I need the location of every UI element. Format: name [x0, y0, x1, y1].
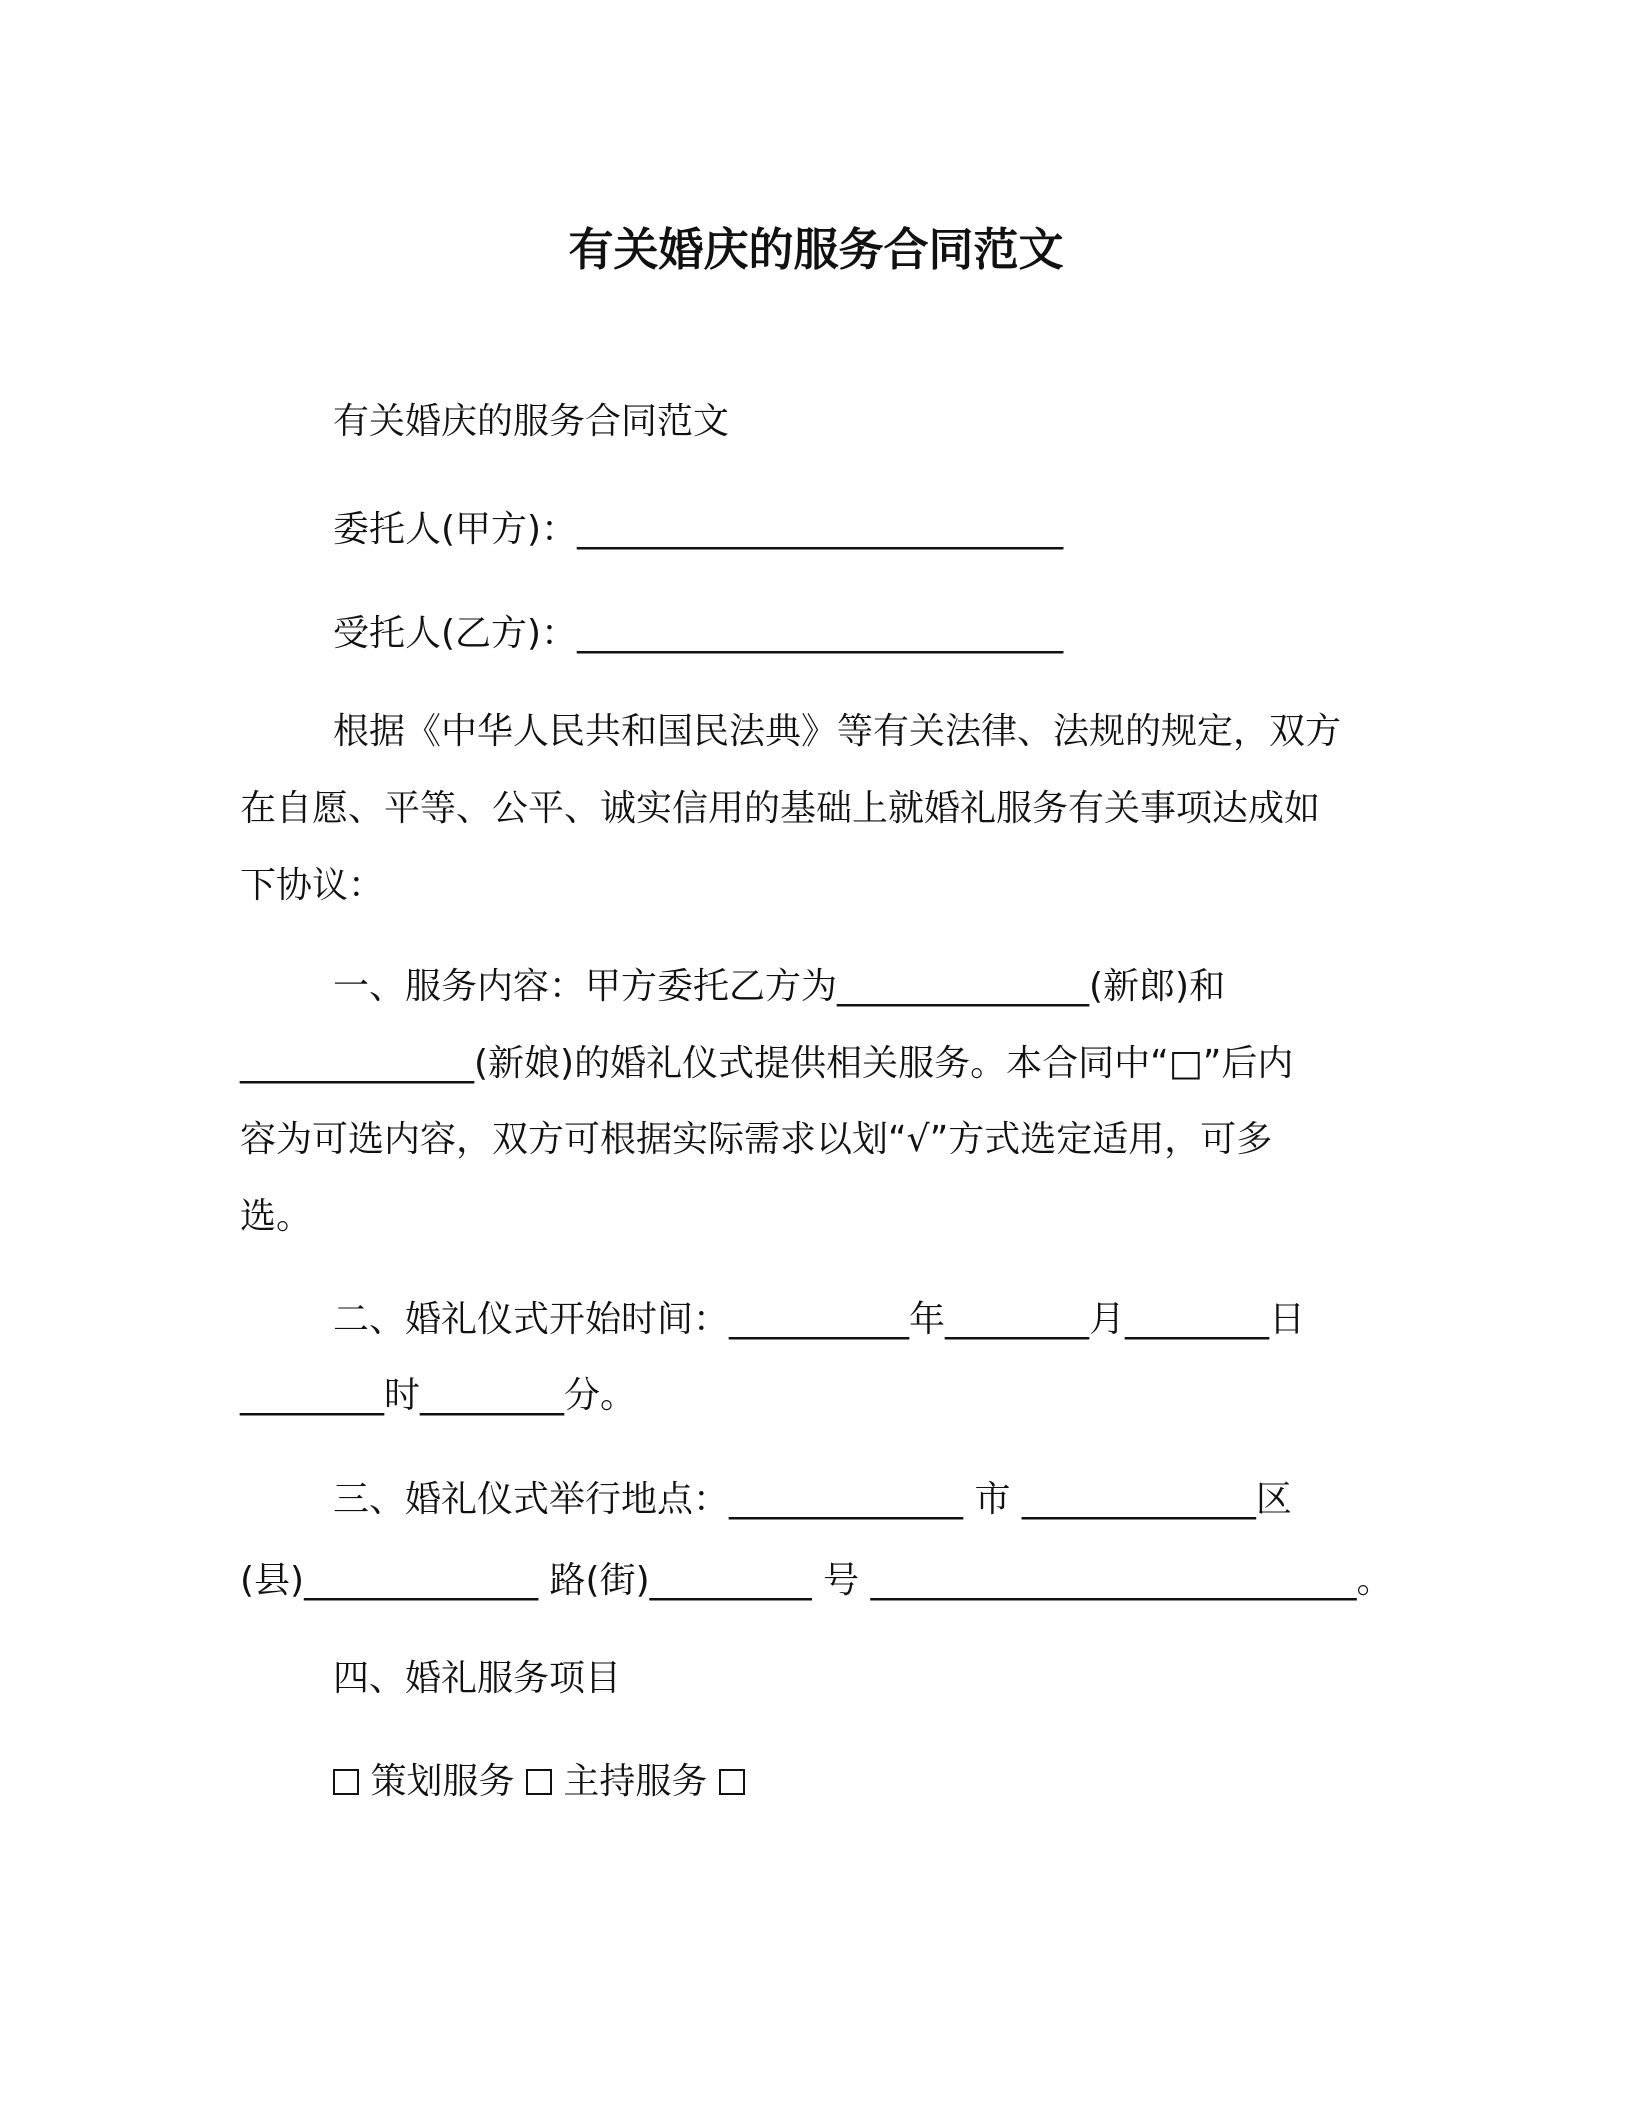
clause-1-line-1: 一、服务内容：甲方委托乙方为______________(新郎)和	[333, 966, 1226, 1007]
document-title: 有关婚庆的服务合同范文	[568, 223, 1064, 276]
clause-3-line-1: 三、婚礼仪式举行地点：_____________ 市 _____________区	[333, 1479, 1292, 1520]
clause-3-line-2: (县)_____________ 路(街)_________ 号 ___________________________。	[240, 1560, 1393, 1601]
clause-1-line-2: _____________(新娘)的婚礼仪式提供相关服务。本合同中“□”后内	[240, 1043, 1294, 1084]
clause-2-line-2: ________时________分。	[240, 1375, 637, 1416]
party-b-line: 受托人(乙方)：___________________________	[333, 613, 1064, 654]
preamble-line-3: 下协议：	[240, 865, 385, 906]
clause-1-line-4: 选。	[240, 1196, 313, 1237]
planning-service-label: 策划服务	[370, 1761, 515, 1802]
subtitle-line: 有关婚庆的服务合同范文	[333, 401, 730, 442]
clause-2-line-1: 二、婚礼仪式开始时间：__________年________月________日	[333, 1299, 1306, 1340]
planning-service-checkbox[interactable]	[333, 1769, 359, 1795]
third-service-checkbox[interactable]	[719, 1769, 745, 1795]
host-service-checkbox[interactable]	[526, 1769, 552, 1795]
clause-1-line-3: 容为可选内容，双方可根据实际需求以划“√”方式选定适用，可多	[240, 1119, 1273, 1160]
clause-4-heading: 四、婚礼服务项目	[333, 1658, 622, 1699]
preamble-line-2: 在自愿、平等、公平、诚实信用的基础上就婚礼服务有关事项达成如	[240, 788, 1321, 829]
service-options-line	[333, 1758, 745, 1806]
host-service-label: 主持服务	[563, 1761, 708, 1802]
preamble-line-1: 根据《中华人民共和国民法典》等有关法律、法规的规定，双方	[333, 711, 1342, 752]
party-a-line: 委托人(甲方)：___________________________	[333, 509, 1064, 550]
